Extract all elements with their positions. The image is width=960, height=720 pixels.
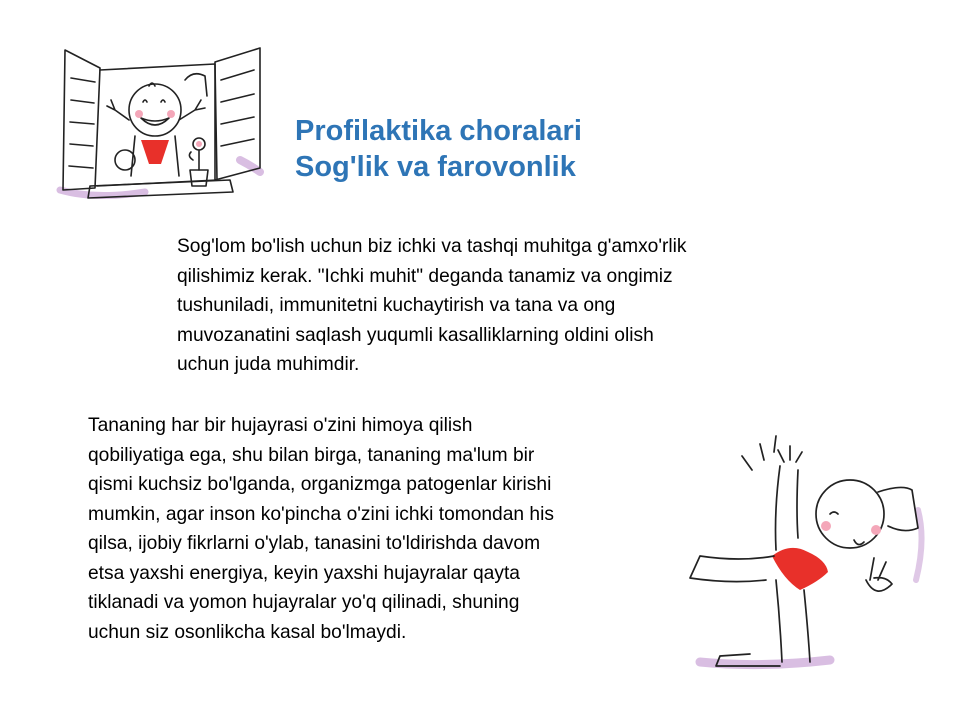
paragraph-line: qismi kuchsiz bo'lganda, organizmga patogenlar kirishi — [88, 474, 552, 495]
paragraph-line: tiklanadi va yomon hujayralar yo'q qilinadi, shuning — [88, 592, 520, 613]
paragraph-cells — [88, 411, 554, 647]
paragraph-line: etsa yaxshi energiya, keyin yaxshi hujayralar qayta — [88, 562, 520, 584]
page-title — [295, 113, 582, 185]
paragraph-line: Sog'lom bo'lish uchun biz ichki va tashqi muhitga g'amxo'rlik — [177, 236, 687, 257]
paragraph-line: muvozanatini saqlash yuqumli kasalliklarning oldini olish — [177, 324, 654, 346]
dancing-figure-illustration — [680, 430, 950, 700]
paragraph-line: uchun siz osonlikcha kasal bo'lmaydi. — [88, 621, 407, 643]
title-line-2: Sog'lik va farovonlik — [295, 151, 576, 183]
paragraph-line: uchun juda muhimdir. — [177, 354, 360, 375]
window-illustration — [55, 40, 275, 220]
paragraph-line: mumkin, agar inson ko'pincha o'zini ichki tomondan his — [88, 503, 554, 525]
paragraph-line: Tananing har bir hujayrasi o'zini himoya qilish — [88, 415, 473, 436]
paragraph-inner-environment — [177, 232, 687, 380]
paragraph-line: qilishimiz kerak. "Ichki muhit" deganda tanamiz va ongimiz — [177, 265, 673, 287]
title-line-1: Profilaktika choralari — [295, 115, 582, 147]
paragraph-line: qilsa, ijobiy fikrlarni o'ylab, tanasini to'ldirishda davom — [88, 533, 541, 554]
paragraph-line: qobiliyatiga ega, shu bilan birga, tananing ma'lum bir — [88, 444, 535, 466]
paragraph-line: tushuniladi, immunitetni kuchaytirish va tana va ong — [177, 295, 616, 316]
